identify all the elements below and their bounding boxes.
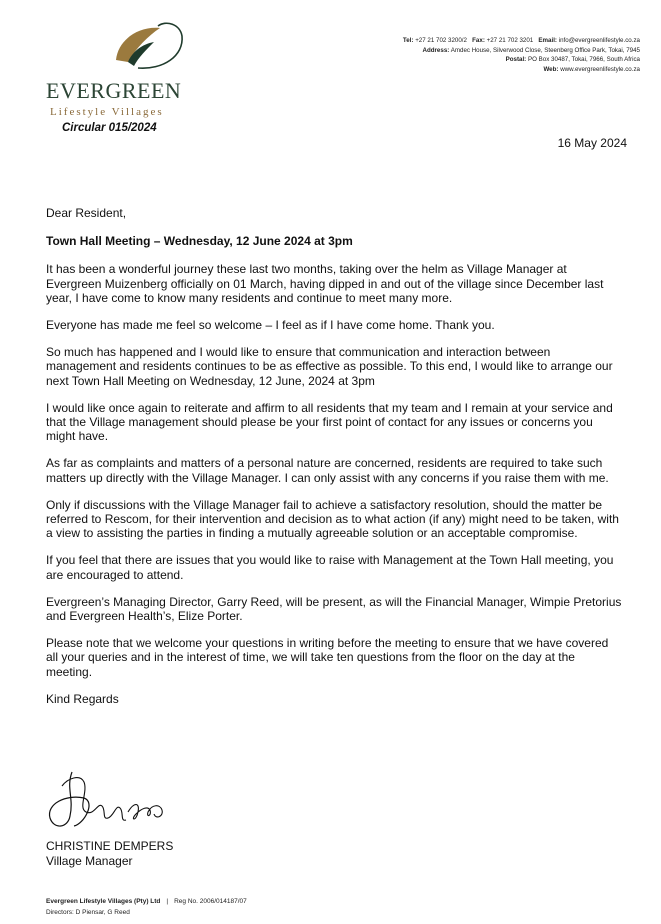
footer-registration	[46, 897, 247, 908]
subject-line: Town Hall Meeting – Wednesday, 12 June 2024 at 3pm	[46, 234, 353, 249]
leaf-swoosh-icon	[108, 18, 190, 78]
evergreen-logo	[46, 18, 196, 118]
paragraph: So much has happened and I would like to ensure that communication and interaction between management and residents continues to be as effective as possible. To this end, I would like to arrange our next Town Hall Meeting on Wednesday, 12 June, 2024 at 3pm	[46, 345, 613, 388]
tel-value: +27 21 702 3200/2	[415, 37, 467, 44]
postal-label: Postal:	[505, 56, 527, 64]
circular-number: Circular 015/2024	[62, 122, 157, 134]
handwritten-signature	[44, 768, 169, 843]
fax-label: Fax:	[472, 37, 485, 44]
registration-number: Reg No. 2006/014187/07	[174, 898, 247, 905]
paragraph: If you feel that there are issues that you would like to raise with Management at the Town Hall meeting, you are encouraged to attend.	[46, 553, 614, 582]
address-label: Address:	[422, 46, 450, 54]
web-label: Web:	[543, 65, 559, 73]
company-name: Evergreen Lifestyle Villages (Pty) Ltd	[46, 898, 161, 905]
contact-line-postal	[403, 55, 640, 65]
tel-label: Tel:	[402, 37, 414, 44]
paragraph: I would like once again to reiterate and affirm to all residents that my team and I remain at your service and that the Village management should please be your first point of contact for any issues or concerns you might have.	[46, 400, 613, 444]
signatory-title: Village Manager	[46, 853, 133, 868]
paragraph: Everyone has made me feel so welcome – I feel as if I have come home. Thank you.	[46, 318, 495, 333]
closing: Kind Regards	[46, 691, 119, 706]
postal-value: PO Box 30487, Tokai, 7966, South Africa	[527, 56, 640, 64]
contact-block	[403, 36, 640, 74]
letter-date: 16 May 2024	[557, 136, 627, 150]
paragraph: Please note that we welcome your questions in writing before the meeting to ensure that we have covered all your queries and in the interest of time, we will take ten questions from the floor on the day at the meeting.	[46, 636, 609, 679]
contact-line-web	[403, 65, 640, 75]
footer-separator: |	[166, 898, 169, 905]
logo-subtitle: Lifestyle Villages	[50, 106, 164, 118]
paragraph: Evergreen’s Managing Director, Garry Reed, will be present, as will the Financial Manager, Wimpie Pretorius and Evergreen Health’s, Elize Porter.	[46, 594, 622, 624]
email-label: Email:	[538, 37, 557, 44]
signatory-name: CHRISTINE DEMPERS	[46, 839, 174, 853]
letter-body	[46, 206, 622, 719]
paragraph: It has been a wonderful journey these last two months, taking over the helm as Village Manager at Evergreen Muizenberg officially on 01 March, having dipped in and out of the village since December last year, I have come to know many residents and continue to meet many more.	[46, 262, 604, 305]
paragraph: Only if discussions with the Village Manager fail to achieve a satisfactory resolution, should the matter be referred to Rescom, for their intervention and decision as to what action (if any) might need to be taken, with a view to assisting the parties in finding a mutually agreeable solution or an acceptable compromise.	[46, 497, 619, 541]
footer-directors: Directors: D Piensar, G Reed	[46, 908, 130, 916]
email-value[interactable]: info@evergreenlifestyle.co.za	[558, 37, 640, 44]
contact-line-phone	[403, 36, 640, 46]
contact-line-address	[403, 46, 640, 56]
footer	[46, 897, 247, 918]
signatory-block	[46, 839, 173, 868]
fax-value: +27 21 702 3201	[486, 37, 534, 44]
greeting: Dear Resident,	[46, 206, 127, 220]
address-value: Amdec House, Silverwood Close, Steenberg Office Park, Tokai, 7945	[450, 46, 640, 54]
web-value[interactable]: www.evergreenlifestyle.co.za	[560, 65, 640, 73]
paragraph: As far as complaints and matters of a personal nature are concerned, residents are required to take such matters up directly with the Village Manager. I can only assist with any concerns if you raise them with me.	[46, 456, 609, 485]
logo-wordmark: EVERGREEN	[46, 78, 182, 103]
